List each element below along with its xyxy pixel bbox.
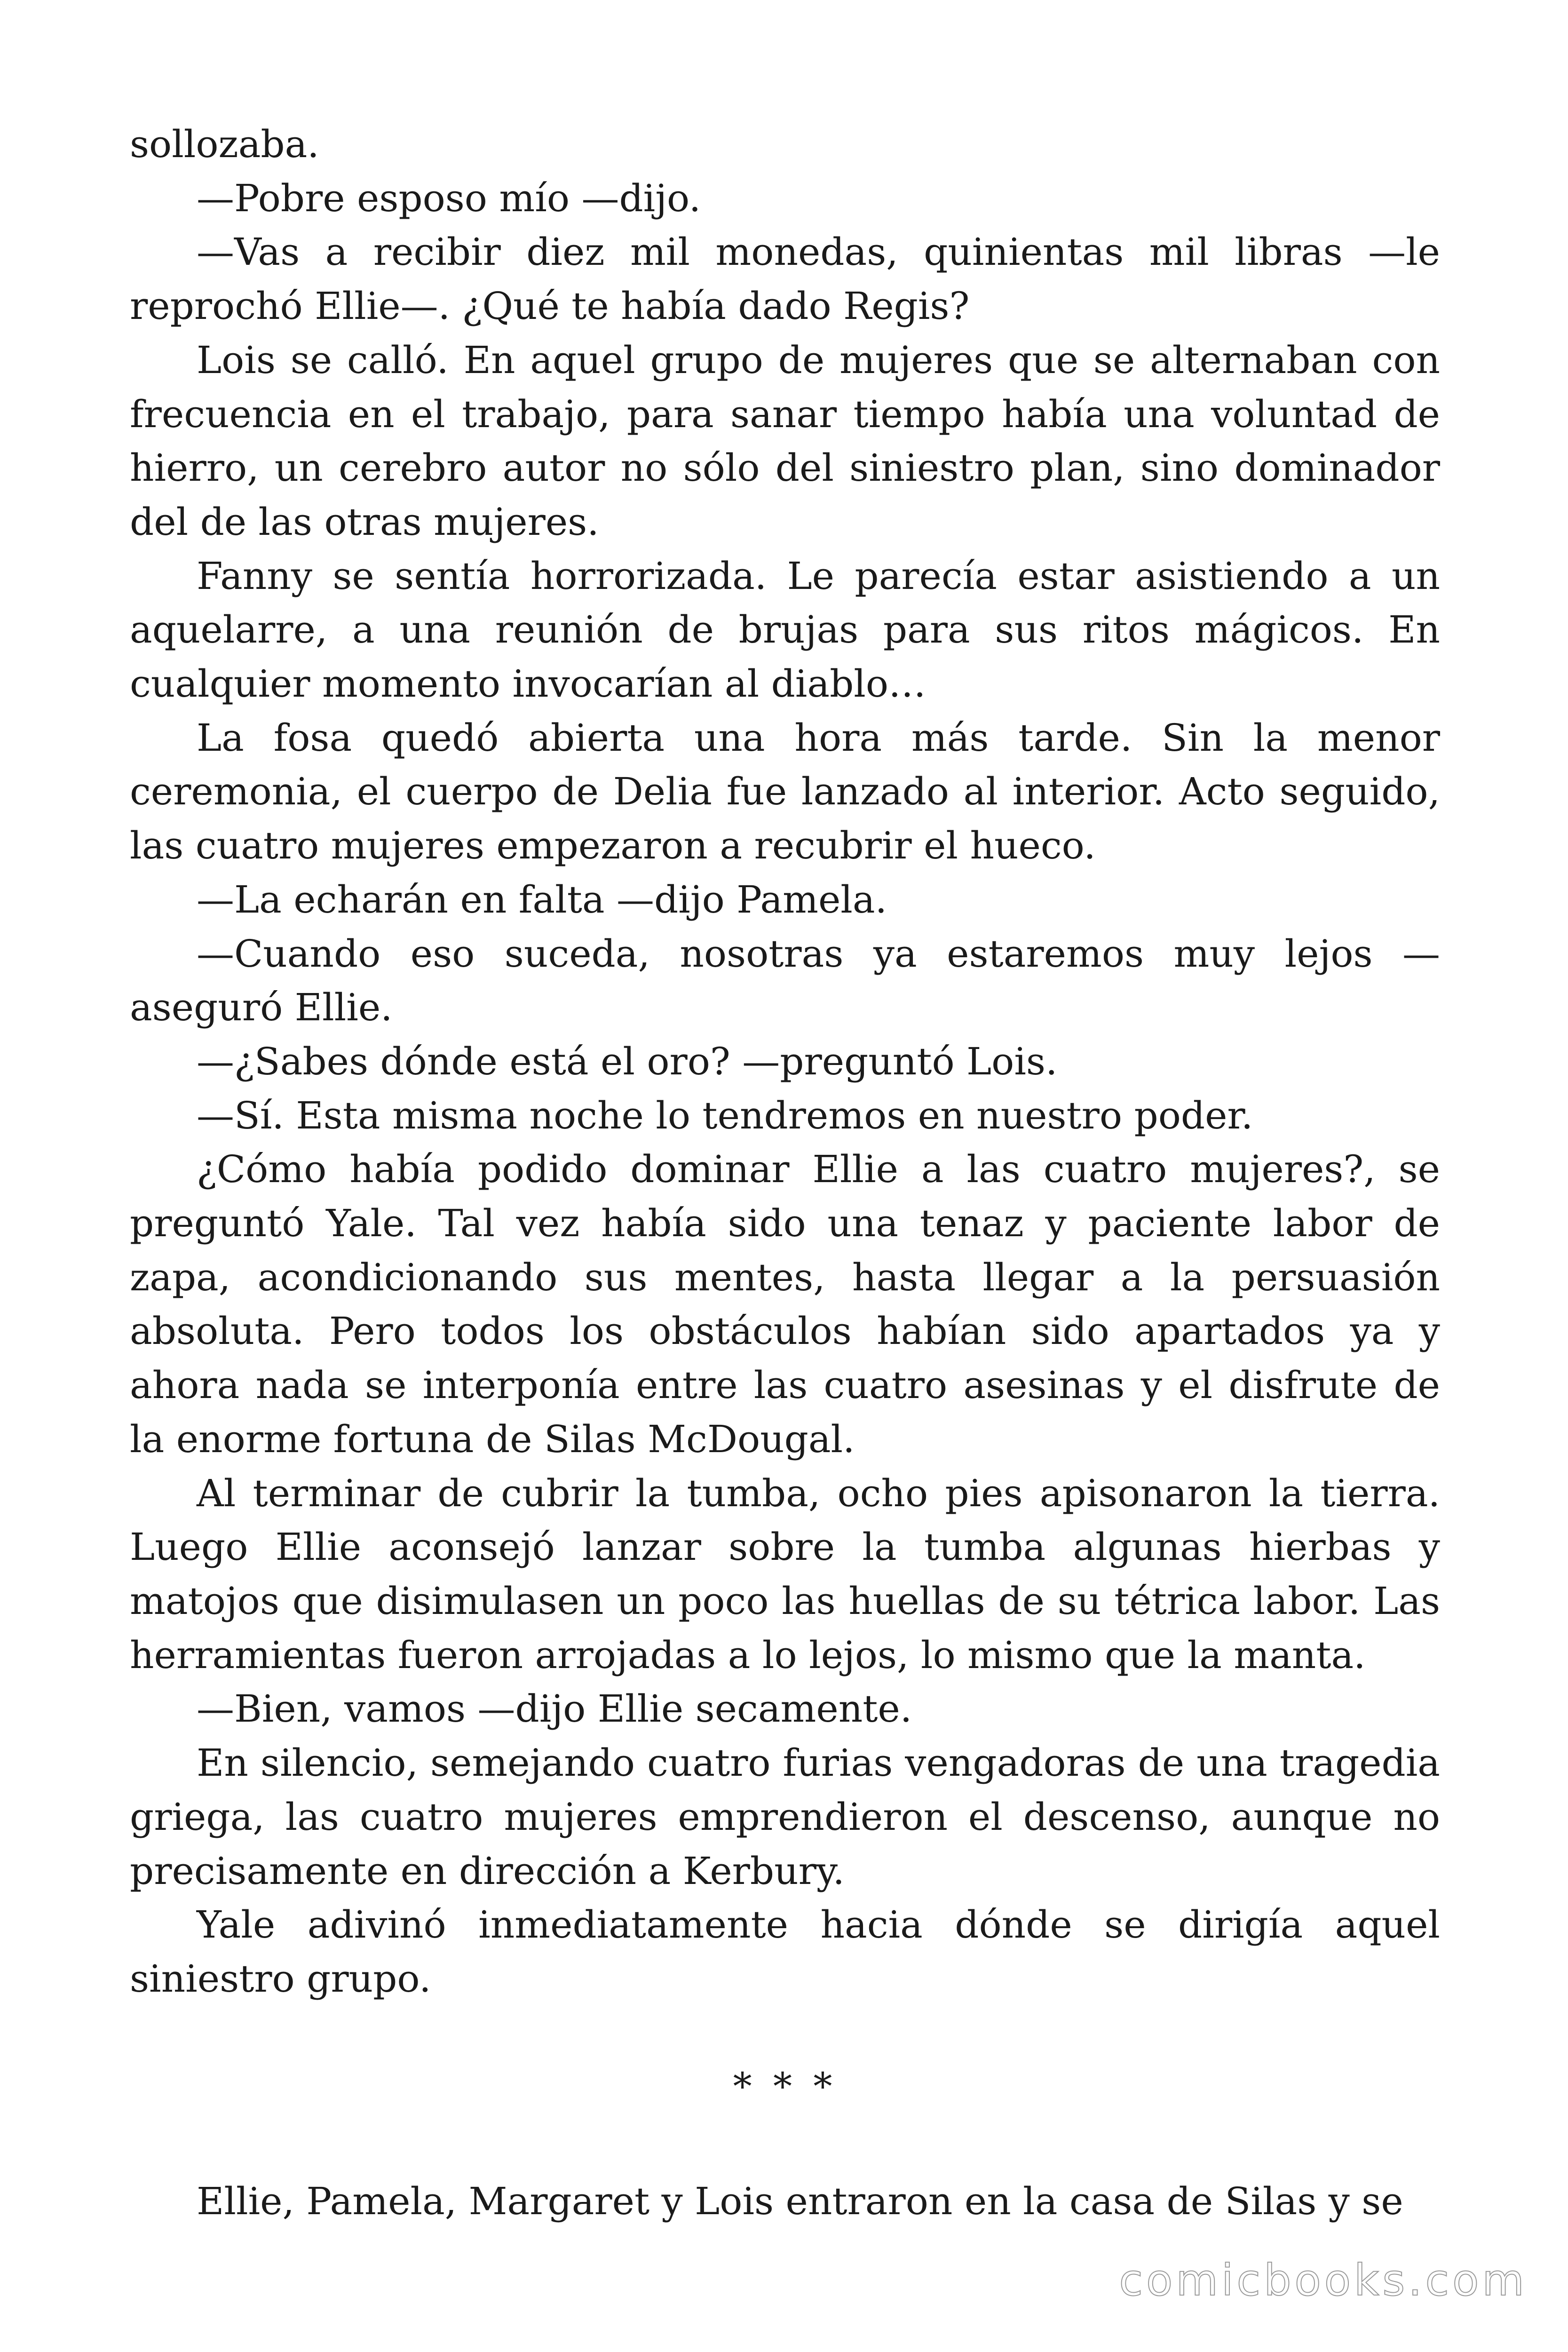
paragraph: —Vas a recibir diez mil monedas, quinientas mil libras —le reprochó Ellie—. ¿Qué te había dado Regis?: [130, 230, 1440, 328]
scene-separator: * * *: [733, 2064, 837, 2108]
paragraph: sollozaba.: [130, 122, 319, 166]
paragraph: —¿Sabes dónde está el oro? —preguntó Lois.: [197, 1039, 1058, 1083]
paragraph: Yale adivinó inmediatamente hacia dónde se dirigía aquel siniestro grupo.: [130, 1903, 1440, 2001]
paragraph: En silencio, semejando cuatro furias vengadoras de una tragedia griega, las cuatro mujeres emprendieron el descenso, aunque no precisamente en dirección a Kerbury.: [130, 1741, 1440, 1893]
paragraph: —Bien, vamos —dijo Ellie secamente.: [197, 1687, 912, 1731]
final-paragraph: Ellie, Pamela, Margaret y Lois entraron en la casa de Silas y se: [197, 2179, 1403, 2224]
paragraph: —Cuando eso suceda, nosotras ya estaremos muy lejos — aseguró Ellie.: [130, 931, 1440, 1030]
paragraph: ¿Cómo había podido dominar Ellie a las cuatro mujeres?, se preguntó Yale. Tal vez había sido una tenaz y paciente labor de zapa, acondicionando sus mentes, hasta llegar a la persuasión absoluta. Pero todos los obstáculos habían sido apartados ya y ahora nada se interponía entre las cuatro asesinas y el disfrute de la enorme fortuna de Silas McDougal.: [130, 1147, 1440, 1461]
paragraph: Lois se calló. En aquel grupo de mujeres que se alternaban con frecuencia en el trabajo, para sanar tiempo había una voluntad de hierro, un cerebro autor no sólo del siniestro plan, sino dominador del de las otras mujeres.: [130, 338, 1440, 544]
paragraph: Fanny se sentía horrorizada. Le parecía estar asistiendo a un aquelarre, a una reunión de brujas para sus ritos mágicos. En cualquier momento invocarían al diablo…: [130, 554, 1440, 706]
paragraph: —La echarán en falta —dijo Pamela.: [197, 877, 887, 922]
body-text: [130, 118, 1440, 2229]
paragraph: Al terminar de cubrir la tumba, ocho pies apisonaron la tierra. Luego Ellie aconsejó lanzar sobre la tumba algunas hierbas y matojos que disimulasen un poco las huellas de su tétrica labor. Las herramientas fueron arrojadas a lo lejos, lo mismo que la manta.: [130, 1471, 1440, 1677]
paragraph: —Pobre esposo mío —dijo.: [197, 176, 701, 220]
paragraph: —Sí. Esta misma noche lo tendremos en nuestro poder.: [197, 1093, 1253, 1137]
watermark: comicbooks.com: [1119, 2255, 1528, 2305]
paragraph: La fosa quedó abierta una hora más tarde. Sin la menor ceremonia, el cuerpo de Delia fue lanzado al interior. Acto seguido, las cuatro mujeres empezaron a recubrir el hueco.: [130, 715, 1440, 868]
